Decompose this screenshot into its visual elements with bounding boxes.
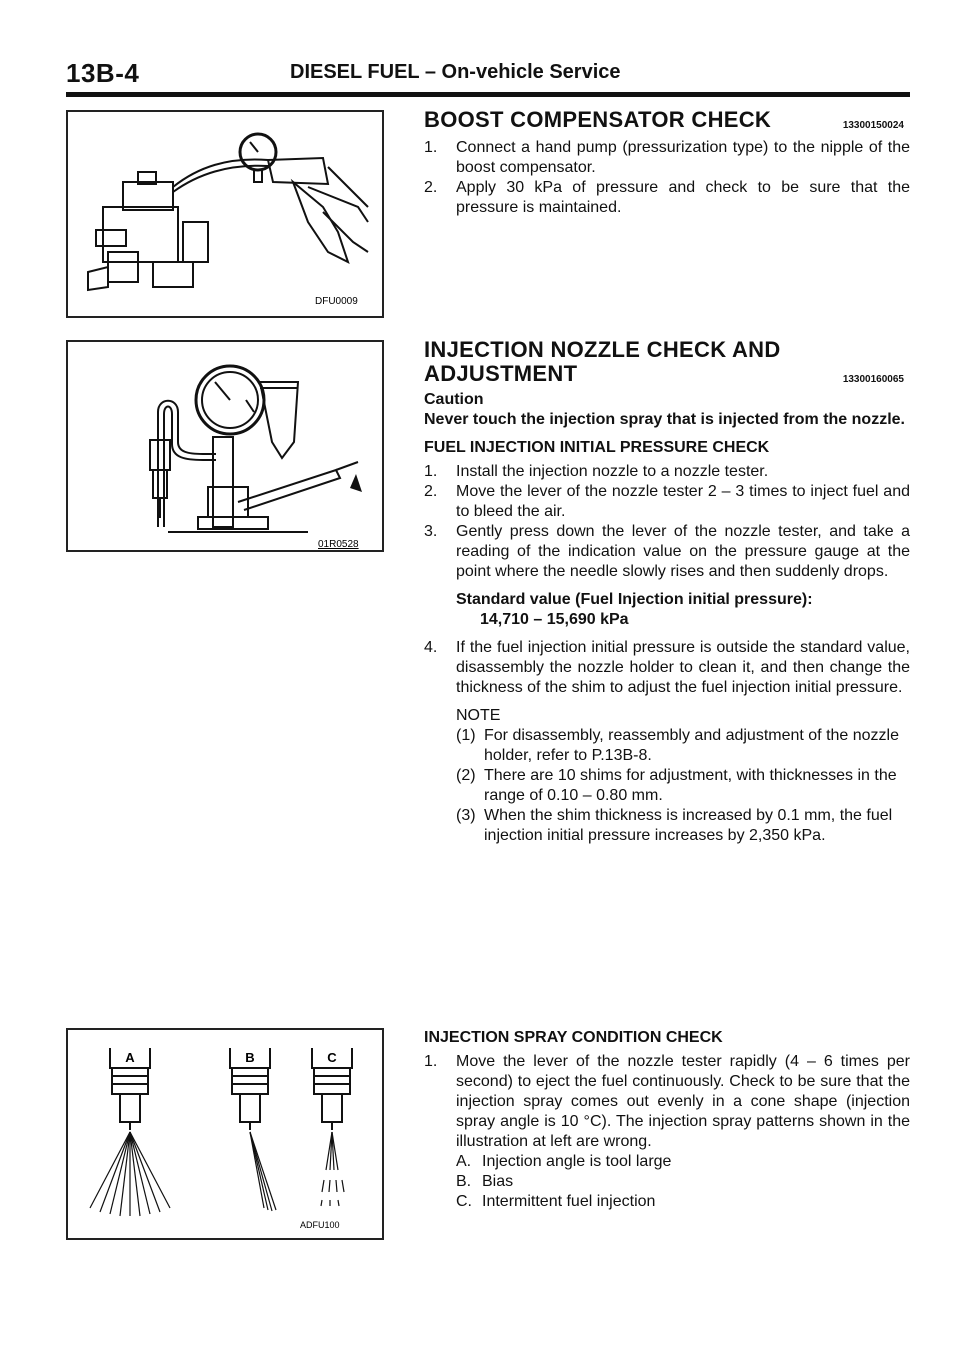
page-number: 13B-4 [66, 58, 140, 88]
nozzle-tester-figure [66, 340, 384, 552]
note-text: For disassembly, reassembly and adjustment of the nozzle holder, refer to P.13B-8. [484, 727, 900, 764]
boost-compensator-figure [66, 110, 384, 318]
nozzle-tester-illustration [68, 342, 382, 550]
spray-cone-wide [90, 1132, 170, 1216]
step-number: 3. [424, 523, 438, 540]
pattern-item [424, 1192, 910, 1212]
step-number: 2. [424, 179, 438, 196]
figure-code: 01R0528 [318, 539, 359, 550]
step-item [424, 138, 910, 178]
label-c: C [327, 1050, 337, 1065]
spray-cone-intermittent [321, 1132, 344, 1206]
step-number: 1. [424, 139, 438, 156]
step-text: Gently press down the lever of the nozzle tester, and take a reading of the indication value on the pressure gauge at the point where the needle slowly rises and then suddenly drops. [456, 523, 910, 580]
arrow-icon [350, 474, 362, 492]
step-item [424, 178, 910, 218]
section-heading-line2: ADJUSTMENT [424, 361, 578, 386]
step-number: 1. [424, 1053, 438, 1070]
section-code: 13300160065 [842, 374, 904, 385]
step-number: 2. [424, 483, 438, 500]
pattern-letter: C. [456, 1193, 472, 1210]
step-item [424, 638, 910, 698]
pattern-text: Injection angle is tool large [482, 1153, 672, 1170]
section-heading: BOOST COMPENSATOR CHECK [424, 107, 772, 132]
label-b: B [245, 1050, 255, 1065]
subsection-heading: INJECTION SPRAY CONDITION CHECK [424, 1029, 723, 1046]
step-text: Move the lever of the nozzle tester rapidly (4 – 6 times per second) to eject the fuel continuously. Check to be sure that the injection spray comes out evenly in a cone shape (injection spray angle is 10 °C). The injection spray patterns shown in the illustration at left are wrong. [456, 1053, 910, 1150]
spray-section [424, 1028, 910, 1212]
figure-code: ADFU100 [300, 1220, 340, 1230]
step-number: 1. [424, 463, 438, 480]
step-text: If the fuel injection initial pressure is outside the standard value, disassembly the nozzle holder to clean it, and then change the thickness of the shim to adjust the fuel injection initial pressure. [456, 639, 910, 696]
subsection-heading: FUEL INJECTION INITIAL PRESSURE CHECK [424, 439, 770, 456]
section-heading: INJECTION NOZZLE CHECK AND [424, 337, 781, 362]
caution-label: Caution [424, 391, 484, 408]
boost-section [424, 108, 910, 218]
note-text: When the shim thickness is increased by 0.1 mm, the fuel injection initial pressure increases by 2,350 kPa. [484, 807, 893, 844]
page-title: DIESEL FUEL – On-vehicle Service [290, 61, 621, 83]
step-text: Move the lever of the nozzle tester 2 – 3 times to inject fuel and to bleed the air. [456, 483, 910, 520]
pattern-text: Intermittent fuel injection [482, 1193, 656, 1210]
figure-code: DFU0009 [315, 296, 358, 307]
note-text: There are 10 shims for adjustment, with thicknesses in the range of 0.10 – 0.80 mm. [484, 767, 897, 804]
pattern-item [424, 1172, 910, 1192]
pattern-letter: A. [456, 1153, 472, 1170]
nozzle-section [424, 338, 910, 846]
pattern-item [424, 1152, 910, 1172]
note-number: (1) [456, 727, 476, 744]
label-a: A [125, 1050, 135, 1065]
step-text: Apply 30 kPa of pressure and check to be sure that the pressure is maintained. [456, 179, 910, 216]
note-number: (3) [456, 807, 476, 824]
note-item [424, 726, 910, 766]
spray-pattern-figure [66, 1028, 384, 1240]
step-text: Install the injection nozzle to a nozzle tester. [456, 463, 769, 480]
boost-compensator-illustration [68, 112, 382, 316]
pattern-text: Bias [482, 1173, 514, 1190]
step-item [424, 522, 910, 582]
section-code: 13300150024 [842, 120, 904, 131]
note-item [424, 766, 910, 806]
step-item [424, 482, 910, 522]
page-header [66, 58, 906, 92]
header-rule [66, 92, 910, 97]
pattern-letter: B. [456, 1173, 472, 1190]
note-label: NOTE [456, 707, 501, 724]
spray-pattern-illustration [68, 1030, 382, 1238]
standard-value: 14,710 – 15,690 kPa [480, 611, 629, 628]
note-number: (2) [456, 767, 476, 784]
step-item [424, 462, 910, 482]
spray-cone-bias [250, 1132, 276, 1211]
note-item [424, 806, 910, 846]
step-number: 4. [424, 639, 438, 656]
step-item [424, 1052, 910, 1152]
standard-value-label: Standard value (Fuel Injection initial pressure): [456, 591, 813, 608]
caution-text: Never touch the injection spray that is injected from the nozzle. [424, 411, 905, 428]
step-text: Connect a hand pump (pressurization type) to the nipple of the boost compensator. [456, 139, 910, 176]
